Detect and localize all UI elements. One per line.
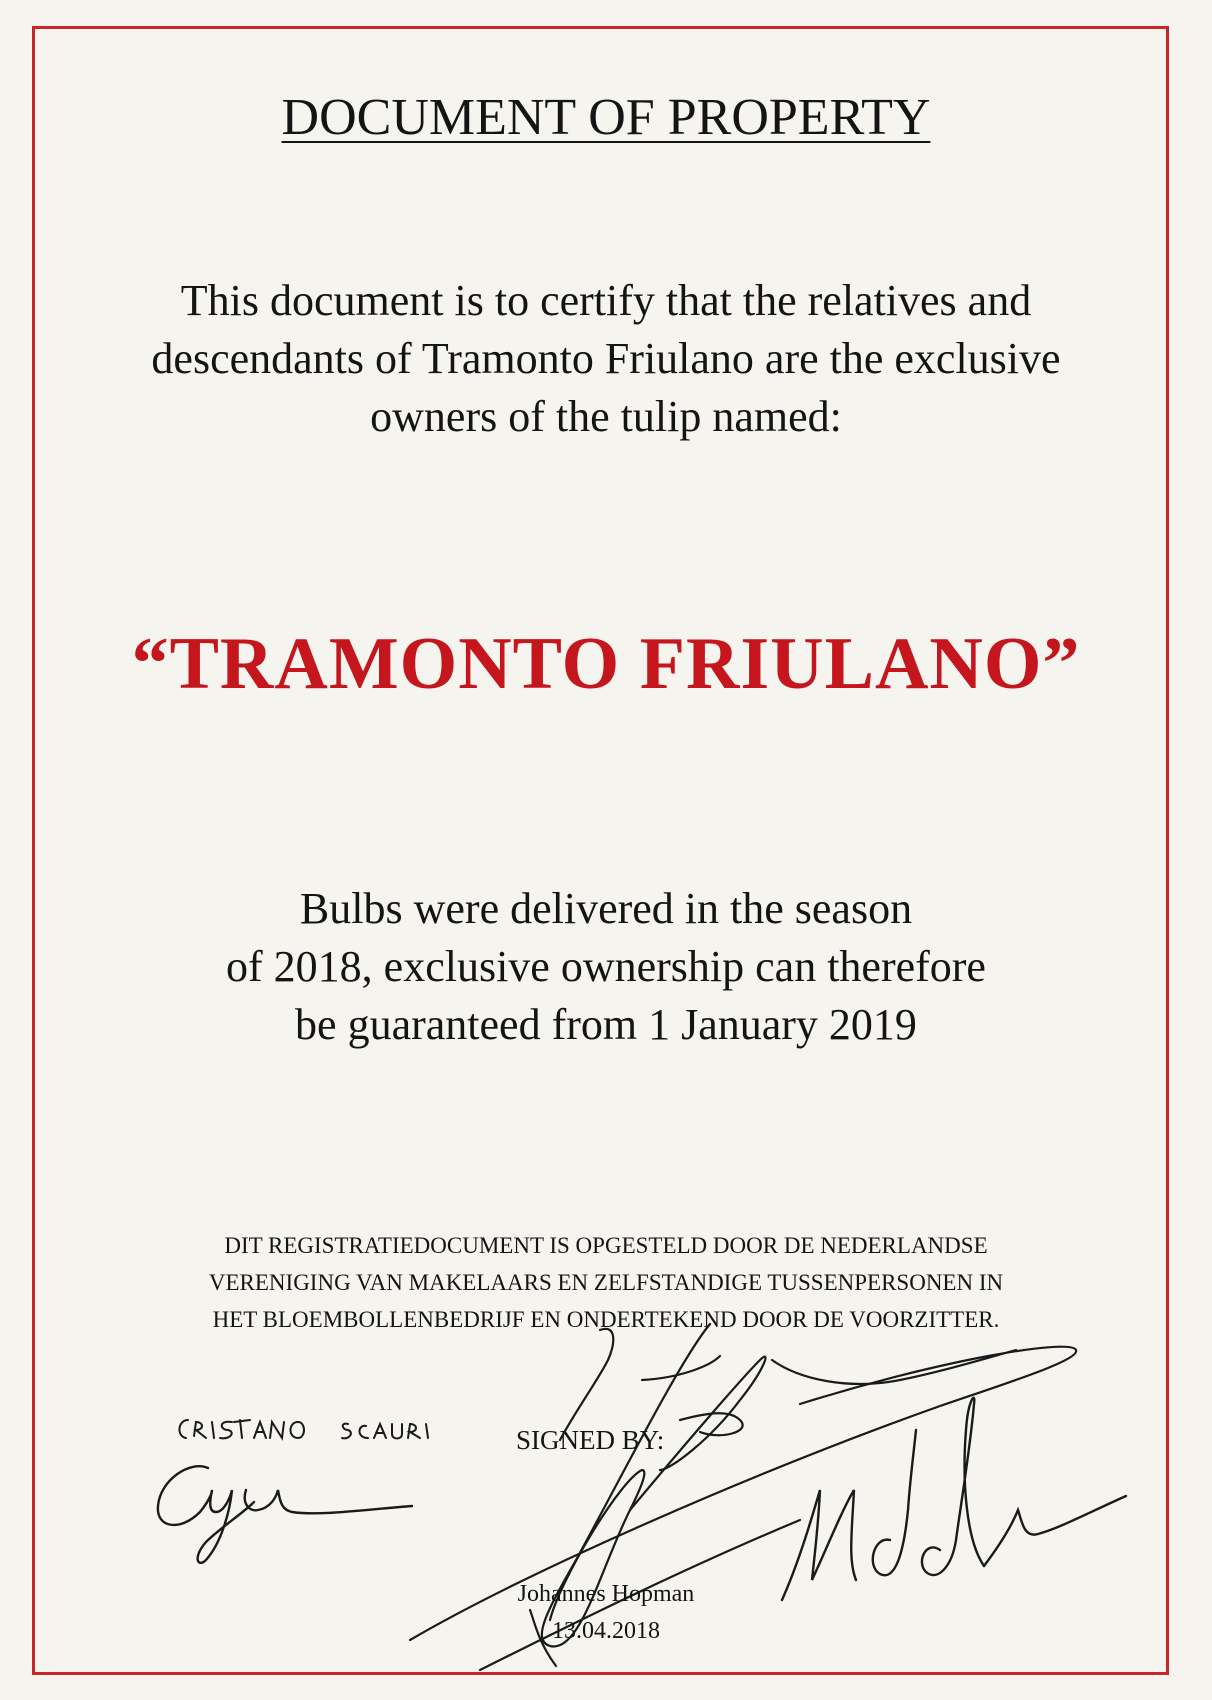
registration-line: VERENIGING VAN MAKELAARS EN ZELFSTANDIGE TUSSENPERSONEN IN (208, 1270, 1004, 1295)
registration-line: DIT REGISTRATIEDOCUMENT IS OPGESTELD DOOR DE NEDERLANDSE (224, 1233, 988, 1258)
tulip-name: “TRAMONTO FRIULANO” (131, 623, 1081, 705)
document-title-text: DOCUMENT OF PROPERTY (281, 89, 931, 146)
document-title (0, 88, 1212, 148)
delivery-line: Bulbs were delivered in the season (299, 884, 913, 933)
certification-statement (0, 272, 1212, 446)
signed-by-label: SIGNED BY: (516, 1425, 665, 1455)
statement-line: owners of the tulip named: (370, 392, 842, 441)
statement-line: This document is to certify that the relatives and (180, 276, 1032, 325)
delivery-line: be guaranteed from 1 January 2019 (295, 1000, 917, 1049)
signer-name: Johannes Hopman (517, 1581, 695, 1607)
statement-line: descendants of Tramonto Friulano are the exclusive (151, 334, 1061, 383)
delivery-line: of 2018, exclusive ownership can therefore (226, 942, 986, 991)
signature-date: 13.04.2018 (552, 1618, 660, 1644)
delivery-statement (0, 880, 1212, 1054)
registration-line: HET BLOEMBOLLENBEDRIJF EN ONDERTEKEND DOOR DE VOORZITTER. (212, 1307, 1000, 1332)
second-signature (770, 1390, 1130, 1610)
